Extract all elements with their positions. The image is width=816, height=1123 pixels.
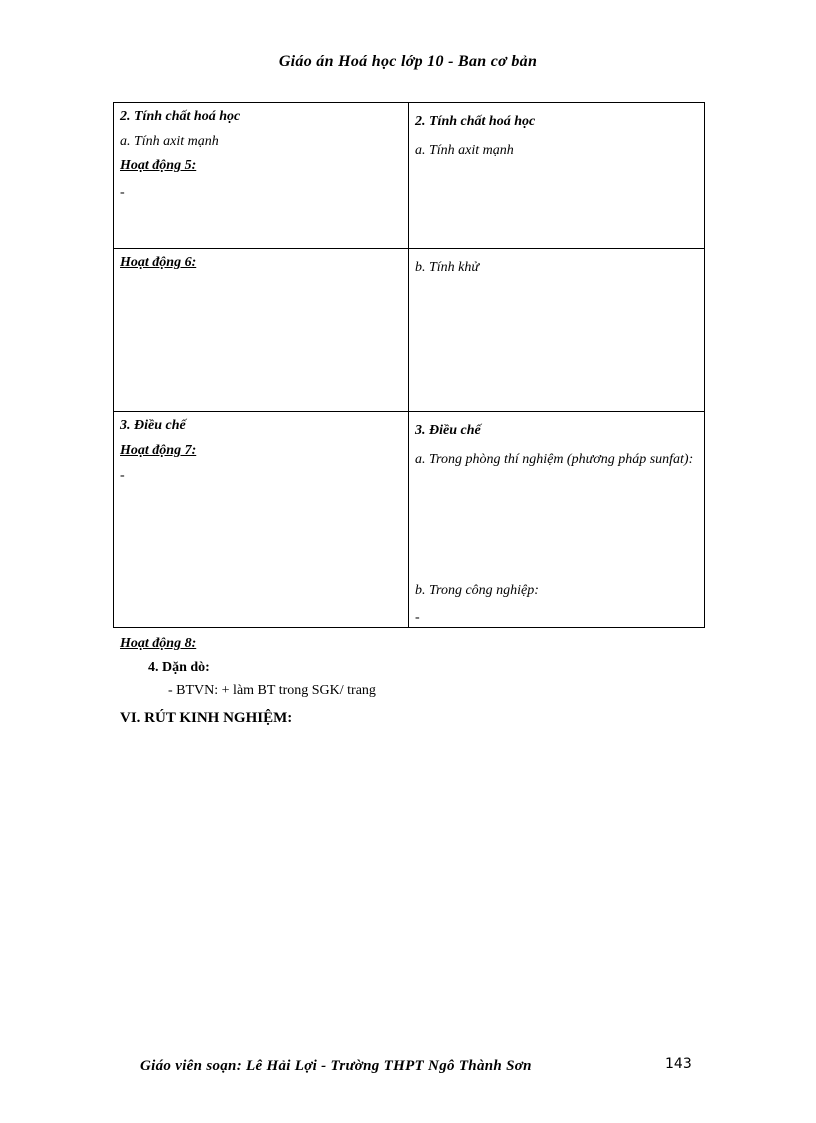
- subsection-label: b. Tính khử: [415, 260, 480, 275]
- dash-bullet: -: [415, 610, 420, 625]
- industry-method-text: b. Trong công nghiệp:: [415, 583, 539, 598]
- page-number: 143: [665, 1056, 692, 1072]
- homework-title: 4. Dặn dò:: [148, 660, 210, 675]
- activity-8-label: Hoạt động 8:: [120, 636, 197, 651]
- activity-label: Hoạt động 6:: [120, 255, 197, 270]
- section-experience-heading: VI. RÚT KINH NGHIỆM:: [120, 710, 293, 726]
- lesson-table: [113, 102, 705, 628]
- dash-bullet: -: [120, 185, 125, 200]
- table-cell-student: [409, 412, 705, 628]
- lab-method-text: a. Trong phòng thí nghiệm (phương pháp sunfat):: [415, 452, 694, 467]
- table-row: [114, 249, 705, 412]
- subsection-label: a. Tính axit mạnh: [120, 134, 219, 149]
- page-footer: Giáo viên soạn: Lê Hải Lợi - Trường THPT Ngô Thành Sơn: [140, 1058, 532, 1074]
- section-heading: 3. Điều chế: [415, 423, 481, 438]
- homework-line: - BTVN: + làm BT trong SGK/ trang: [168, 683, 376, 698]
- table-row: [114, 412, 705, 628]
- section-heading: 2. Tính chất hoá học: [120, 109, 241, 124]
- table-cell-student: [409, 249, 705, 412]
- table-cell-student: [409, 103, 705, 249]
- page-header: Giáo án Hoá học lớp 10 - Ban cơ bản: [278, 53, 538, 70]
- dash-bullet: -: [120, 468, 125, 483]
- table-row: [114, 103, 705, 249]
- table-cell-teacher: [114, 103, 409, 249]
- section-heading: 2. Tính chất hoá học: [415, 114, 536, 129]
- subsection-label: a. Tính axit mạnh: [415, 143, 514, 158]
- activity-label: Hoạt động 5:: [120, 158, 197, 173]
- table-cell-teacher: [114, 412, 409, 628]
- section-heading: 3. Điều chế: [120, 418, 186, 433]
- table-cell-teacher: [114, 249, 409, 412]
- activity-label: Hoạt động 7:: [120, 443, 197, 458]
